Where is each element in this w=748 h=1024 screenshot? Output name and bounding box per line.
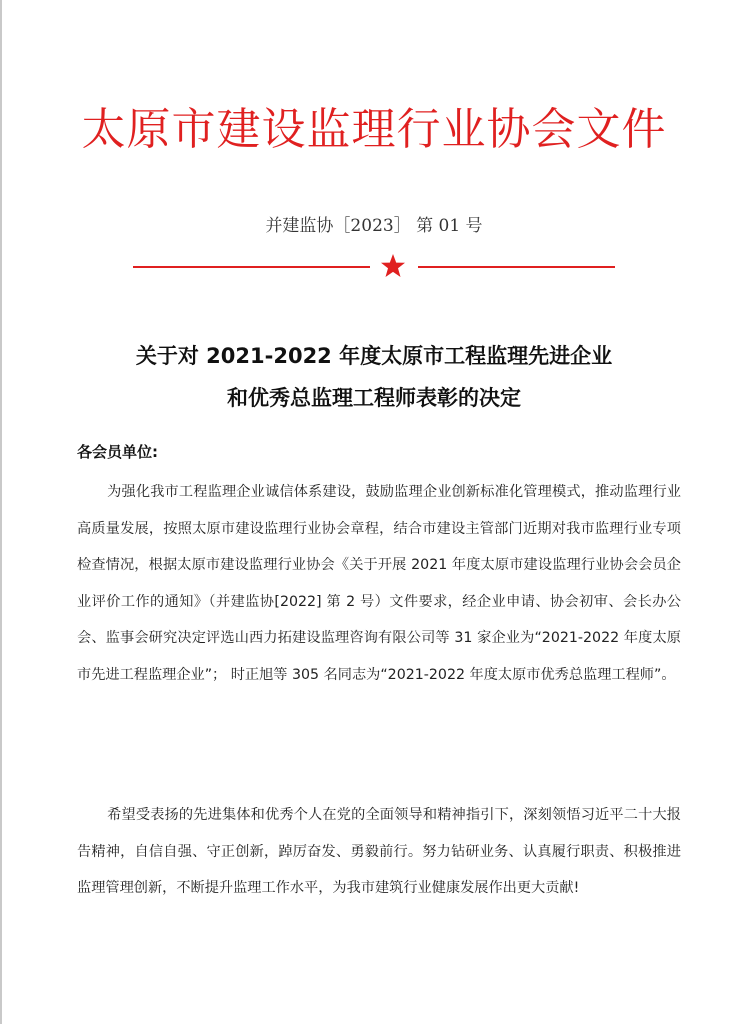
body-paragraph <box>77 474 681 694</box>
red-divider-right <box>418 266 615 268</box>
org-header-title: 太原市建设监理行业协会文件 <box>81 104 667 155</box>
paragraph-text: 为强化我市工程监理企业诚信体系建设，鼓励监理企业创新标准化管理模式，推动监理行业高质量发展，按照太原市建设监理行业协会章程，结合市建设主管部门近期对我市监理行业专项检查情况，根据太原市建设监理行业协会《关于开展 2021 年度太原市建设监理行业协会会员企业评价工作的通知》（并建监协[2022] 第 2 号）文件要求，经企业申请、协会初审、会长办公会、监事会研究决定评选山西力拓建设监理咨询有限公司等 31 家企业为“2021-2022 年度太原市先进工程监理企业”； 时正旭等 305 名同志为“2021-2022 年度太原市优秀总监理工程师”。 <box>77 484 681 683</box>
salutation: 各会员单位: <box>77 443 158 461</box>
document-title-line-1: 关于对 2021-2022 年度太原市工程监理先进企业 <box>135 344 613 368</box>
document-title-line-2: 和优秀总监理工程师表彰的决定 <box>227 386 521 410</box>
paragraph-text: 希望受表扬的先进集体和优秀个人在党的全面领导和精神指引下，深刻领悟习近平二十大报告精神，自信自强、守正创新，踔厉奋发、勇毅前行。努力钻研业务、认真履行职责、积极推进监理管理创新，不断提升监理工作水平，为我市建筑行业健康发展作出更大贡献! <box>77 807 681 897</box>
body-paragraph <box>77 797 681 907</box>
star-icon <box>380 253 406 279</box>
document-number: 并建监协［2023］ 第 01 号 <box>265 216 483 236</box>
red-divider-left <box>133 266 370 268</box>
